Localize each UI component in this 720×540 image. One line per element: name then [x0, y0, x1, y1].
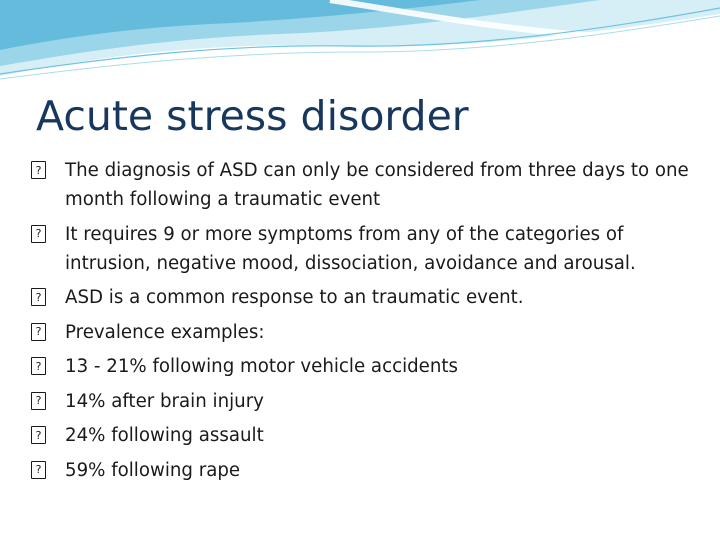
bullet-item: [30, 156, 690, 214]
bullet-item: [30, 456, 690, 485]
bullet-text: 24% following assault: [65, 425, 264, 446]
decorative-wave-header: [0, 0, 720, 80]
bullet-text: The diagnosis of ASD can only be considered from three days to one month following a traumatic event: [65, 160, 689, 210]
missing-glyph-bullet-icon: ?: [31, 392, 46, 410]
missing-glyph-bullet-icon: ?: [31, 225, 46, 243]
slide-title: Acute stress disorder: [36, 92, 469, 140]
bullet-item: [30, 352, 690, 381]
bullet-list: [30, 156, 690, 490]
bullet-item: [30, 318, 690, 347]
missing-glyph-bullet-icon: ?: [31, 323, 46, 341]
bullet-item: [30, 283, 690, 312]
bullet-item: [30, 421, 690, 450]
bullet-text: 14% after brain injury: [65, 390, 264, 412]
bullet-text: ASD is a common response to an traumatic event.: [65, 287, 524, 308]
missing-glyph-bullet-icon: ?: [31, 461, 46, 479]
missing-glyph-bullet-icon: ?: [31, 426, 46, 444]
bullet-text: Prevalence examples:: [65, 321, 265, 343]
missing-glyph-bullet-icon: ?: [31, 161, 46, 179]
missing-glyph-bullet-icon: ?: [31, 357, 46, 375]
bullet-text: 13 - 21% following motor vehicle accidents: [65, 356, 459, 377]
bullet-text: It requires 9 or more symptoms from any of the categories of intrusion, negative mood, dissociation, avoidance and arousal.: [65, 223, 636, 274]
missing-glyph-bullet-icon: ?: [31, 288, 46, 306]
bullet-item: [30, 220, 690, 278]
bullet-text: 59% following rape: [65, 459, 241, 481]
bullet-item: [30, 387, 690, 416]
